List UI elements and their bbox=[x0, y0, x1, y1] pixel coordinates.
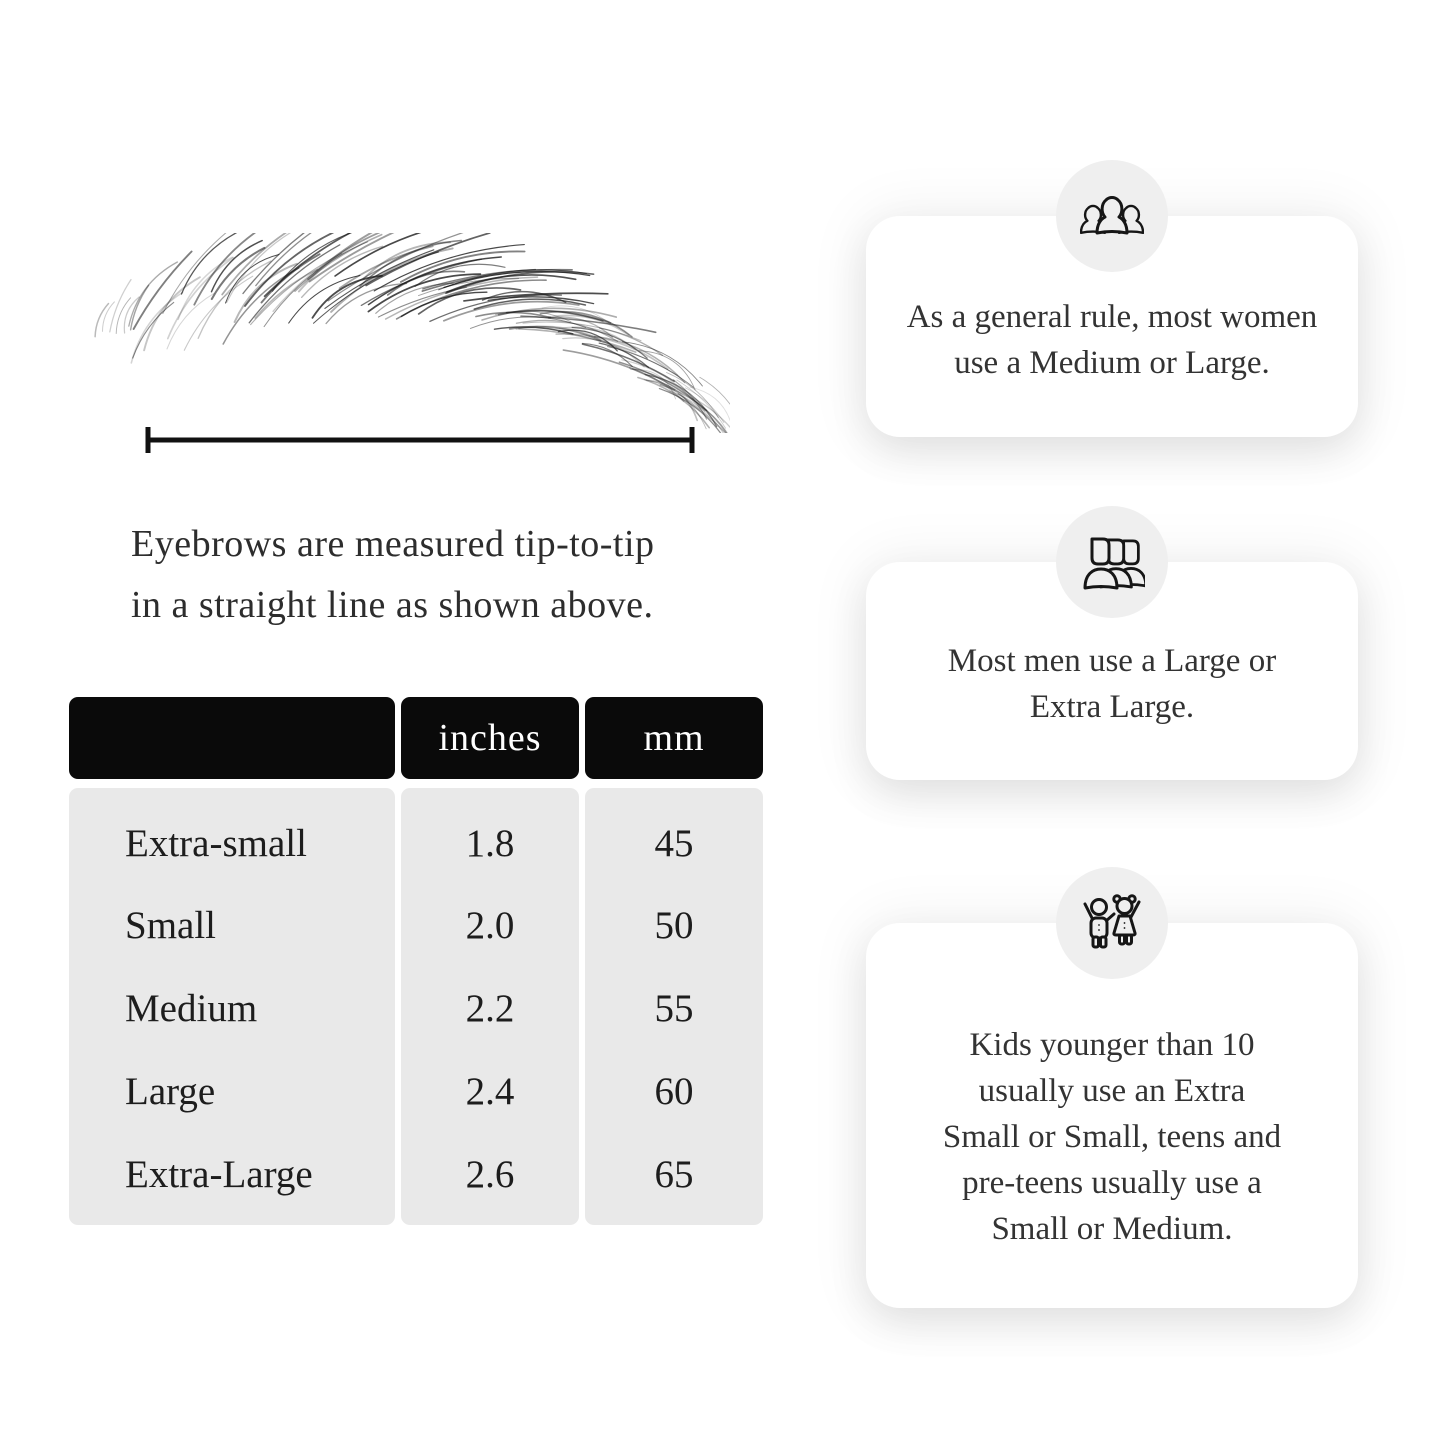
card-text-line: usually use an Extra bbox=[978, 1072, 1246, 1109]
card-text-line: As a general rule, most women bbox=[906, 298, 1318, 335]
table-cell-mm: 55 bbox=[654, 987, 694, 1030]
table-cell-mm: 50 bbox=[654, 904, 694, 948]
card-text-line: Small or Small, teens and bbox=[942, 1118, 1282, 1155]
card-text bbox=[943, 980, 1281, 1252]
table-cell-mm: 60 bbox=[654, 1069, 694, 1113]
table-cell-size: Extra-Large bbox=[125, 1152, 313, 1196]
table-header-inches: inches bbox=[401, 697, 579, 779]
table-column-inches bbox=[401, 788, 579, 1225]
table-cell-mm: 65 bbox=[654, 1152, 694, 1196]
table-cell-size: Medium bbox=[125, 987, 258, 1030]
card-text-line: Kids younger than 10 bbox=[969, 1026, 1255, 1063]
table-cell-inches: 1.8 bbox=[465, 821, 515, 865]
table-cell-inches: 2.6 bbox=[465, 1152, 515, 1196]
table-cell-size: Extra-small bbox=[125, 821, 307, 865]
card-text-line: use a Medium or Large. bbox=[954, 344, 1270, 381]
table-cell-size: Small bbox=[125, 904, 217, 948]
table-column-sizes bbox=[69, 788, 395, 1225]
women-group-icon bbox=[1080, 189, 1144, 243]
men-group-icon bbox=[1079, 533, 1145, 591]
card-text bbox=[948, 612, 1276, 730]
table-cell-inches: 2.4 bbox=[465, 1069, 515, 1113]
info-card-men bbox=[866, 562, 1358, 780]
table-cell-size: Large bbox=[125, 1069, 216, 1113]
table-header-mm: mm bbox=[585, 697, 763, 779]
table-cell-mm: 45 bbox=[654, 821, 694, 865]
card-text-line: Small or Medium. bbox=[991, 1210, 1233, 1247]
icon-circle bbox=[1056, 506, 1168, 618]
info-card-kids bbox=[866, 923, 1358, 1308]
caption-line-2: in a straight line as shown above. bbox=[131, 584, 654, 626]
table-header-size bbox=[69, 697, 395, 779]
eyebrow-illustration bbox=[90, 233, 730, 433]
card-text-line: Most men use a Large or bbox=[947, 643, 1277, 679]
size-table bbox=[69, 697, 763, 1225]
caption-line-1: Eyebrows are measured tip-to-tip bbox=[131, 523, 655, 565]
card-text bbox=[907, 268, 1318, 386]
info-card-women bbox=[866, 216, 1358, 437]
table-column-mm bbox=[585, 788, 763, 1225]
table-cell-inches: 2.0 bbox=[465, 904, 515, 948]
figure-caption bbox=[131, 514, 751, 636]
measurement-line bbox=[140, 424, 700, 456]
card-text-line: pre-teens usually use a bbox=[962, 1164, 1262, 1201]
kids-icon bbox=[1080, 893, 1144, 953]
icon-circle bbox=[1056, 867, 1168, 979]
table-cell-inches: 2.2 bbox=[465, 987, 515, 1030]
icon-circle bbox=[1056, 160, 1168, 272]
card-text-line: Extra Large. bbox=[1029, 689, 1195, 725]
